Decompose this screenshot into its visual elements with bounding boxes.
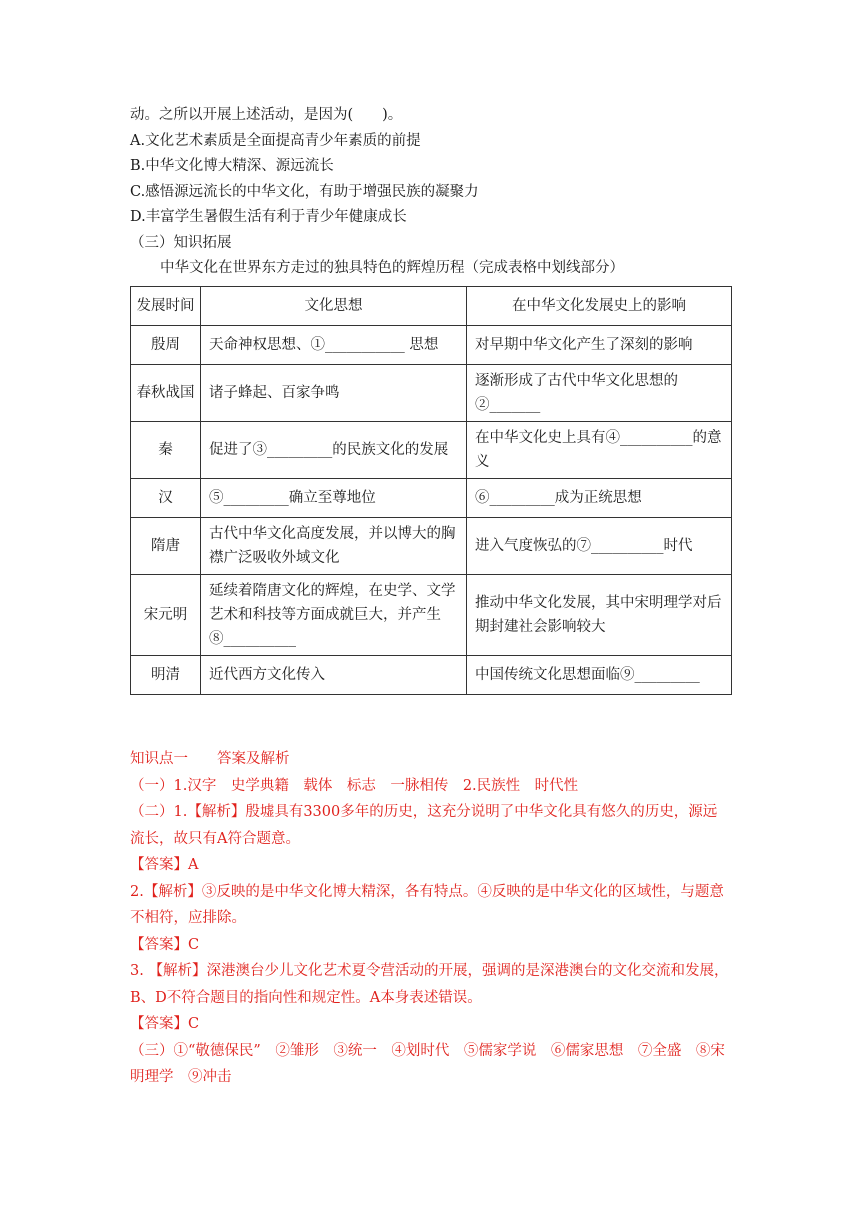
cell-impact: 对早期中华文化产生了深刻的影响 — [467, 325, 732, 364]
cell-idea: 延续着隋唐文化的辉煌，在史学、文学艺术和科技等方面成就巨大，并产生⑧__________ — [201, 574, 467, 655]
cell-idea: ⑤_________确立至尊地位 — [201, 478, 467, 517]
table-row — [131, 421, 732, 478]
answer-line: （一）1.汉字 史学典籍 载体 标志 一脉相传 2.民族性 时代性 — [130, 777, 579, 794]
answer-line: （三）①“敬德保民” ②雏形 ③统一 ④划时代 ⑤儒家学说 ⑥儒家思想 ⑦全盛 ⑧宋明理学 ⑨冲击 — [130, 1042, 725, 1085]
cell-idea: 天命神权思想、①___________ 思想 — [201, 325, 467, 364]
cell-idea: 近代西方文化传入 — [201, 655, 467, 694]
option-b: B.中华文化博大精深、源远流长 — [130, 158, 334, 174]
answer-line: 3. 【解析】深港澳台少儿文化艺术夏令营活动的开展，强调的是深港澳台的文化交流和发展，B、D不符合题目的指向性和规定性。A本身表述错误。 — [130, 963, 729, 1006]
option-c: C.感悟源远流长的中华文化，有助于增强民族的凝聚力 — [130, 183, 479, 200]
answers-section — [130, 746, 730, 1091]
table-row — [131, 325, 732, 364]
answer-line: 2.【解析】③反映的是中华文化博大精深，各有特点。④反映的是中华文化的区域性，与题意不相符，应排除。 — [130, 883, 724, 926]
cell-period: 汉 — [131, 478, 201, 517]
table-caption: 中华文化在世界东方走过的独具特色的辉煌历程（完成表格中划线部分） — [160, 260, 624, 276]
cell-period: 殷周 — [131, 325, 201, 364]
answer-line: 【答案】A — [130, 857, 199, 873]
section-heading: （三）知识拓展 — [130, 234, 232, 251]
cell-period: 隋唐 — [131, 517, 201, 574]
question-section — [130, 103, 730, 695]
header-impact: 在中华文化发展史上的影响 — [467, 286, 732, 325]
cell-idea: 古代中华文化高度发展，并以博大的胸襟广泛吸收外域文化 — [201, 517, 467, 574]
cell-impact: 中国传统文化思想面临⑨_________ — [467, 655, 732, 694]
header-period: 发展时间 — [131, 286, 201, 325]
cell-period: 明清 — [131, 655, 201, 694]
answers-title: 知识点一 答案及解析 — [130, 751, 290, 767]
question-stem: 动。之所以开展上述活动，是因为( )。 — [130, 107, 403, 123]
table-row — [131, 574, 732, 655]
answer-line: （二）1.【解析】殷墟具有3300多年的历史，这充分说明了中华文化具有悠久的历史，源远流长，故只有A符合题意。 — [130, 804, 718, 847]
cell-impact: 进入气度恢弘的⑦__________时代 — [467, 517, 732, 574]
cell-period: 秦 — [131, 421, 201, 478]
cell-idea: 促进了③_________的民族文化的发展 — [201, 421, 467, 478]
table-row — [131, 478, 732, 517]
answer-line: 【答案】C — [130, 936, 200, 953]
cell-impact: 逐渐形成了古代中华文化思想的②_______ — [467, 364, 732, 421]
table-row — [131, 655, 732, 694]
cell-impact: ⑥_________成为正统思想 — [467, 478, 732, 517]
cell-impact: 在中华文化史上具有④__________的意义 — [467, 421, 732, 478]
cell-period: 宋元明 — [131, 574, 201, 655]
cell-idea: 诸子蜂起、百家争鸣 — [201, 364, 467, 421]
answer-line: 【答案】C — [130, 1016, 200, 1032]
cell-period: 春秋战国 — [131, 364, 201, 421]
table-row — [131, 364, 732, 421]
table-row — [131, 517, 732, 574]
header-idea: 文化思想 — [201, 286, 467, 325]
option-d: D.丰富学生暑假生活有利于青少年健康成长 — [130, 209, 407, 225]
option-a: A.文化艺术素质是全面提高青少年素质的前提 — [130, 132, 421, 149]
cell-impact: 推动中华文化发展，其中宋明理学对后期封建社会影响较大 — [467, 574, 732, 655]
table-header-row — [131, 286, 732, 325]
history-table — [130, 286, 732, 695]
